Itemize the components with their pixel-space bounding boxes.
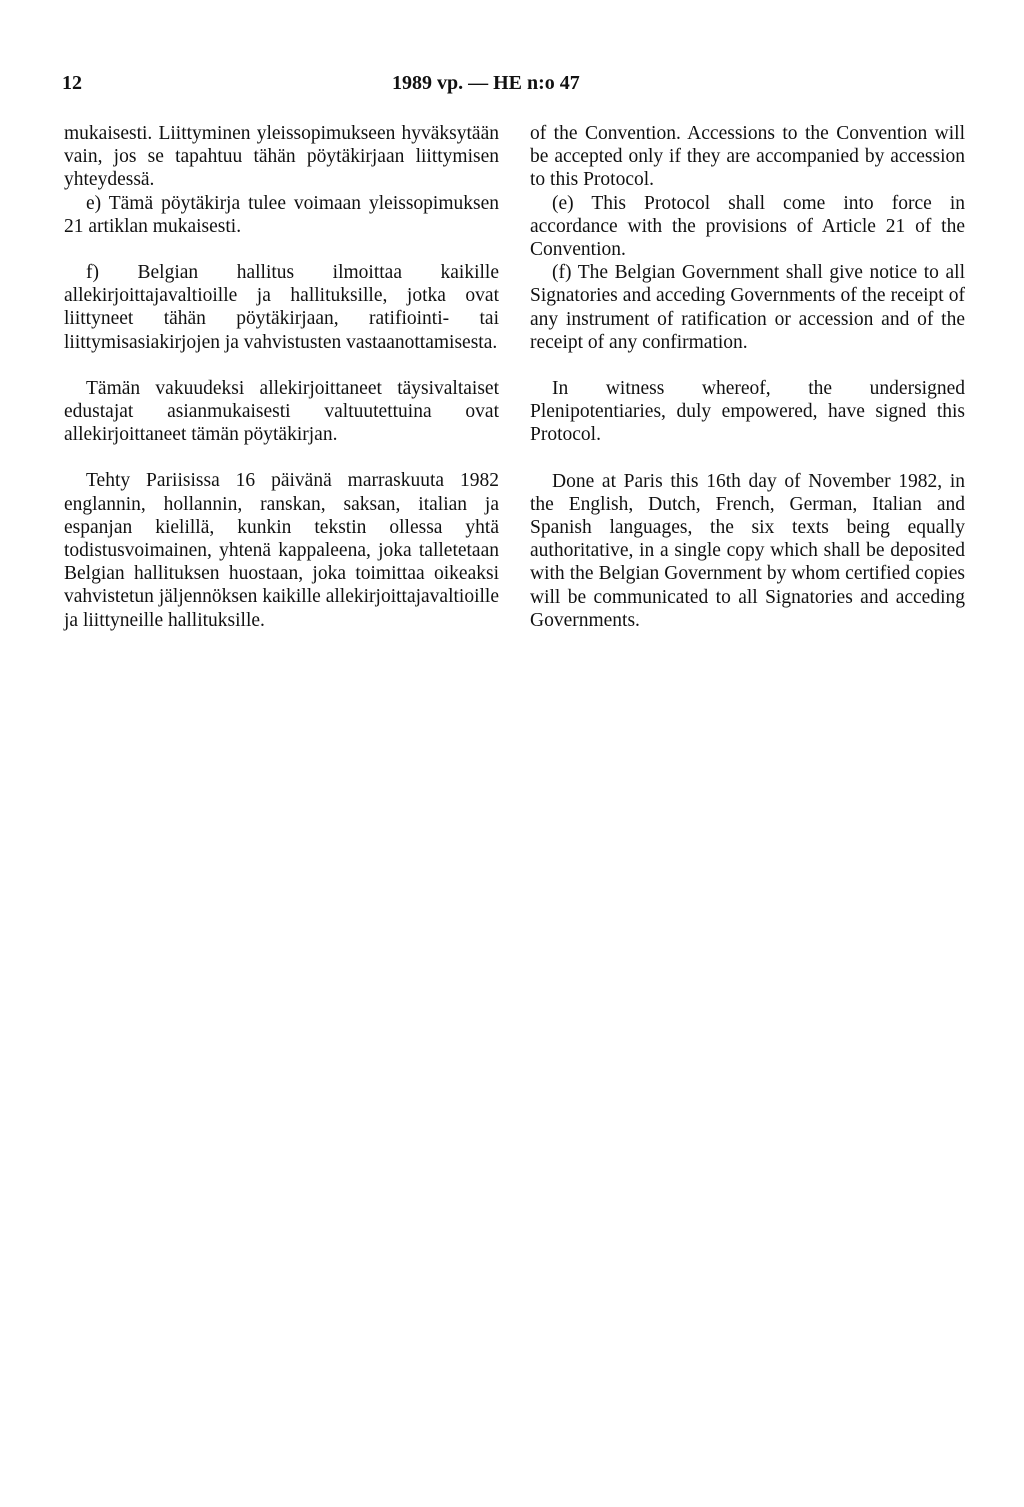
paragraph: Tehty Pariisissa 16 päivänä marraskuuta 1982 englannin, hollannin, ranskan, saksan, italian ja espanjan kielillä, kunkin tekstin ollessa yhtä todistusvoimainen, yhtenä kappaleena, joka talletetaan Belgian hallituksen huostaan, joka toimittaa oikeaksi vahvistetun jäljennöksen kaikille allekirjoittajavaltioille ja liittyneille hallituksille. [64, 470, 499, 631]
paragraph: e) Tämä pöytäkirja tulee voimaan yleissopimuksen 21 artiklan mukaisesti. [64, 192, 499, 237]
paragraph: (e) This Protocol shall come into force in accordance with the provisions of Article 21 of the Convention. [530, 192, 965, 261]
paragraph: Tämän vakuudeksi allekirjoittaneet täysivaltaiset edustajat asianmukaisesti valtuutettuina ovat allekirjoittaneet tämän pöytäkirjan. [64, 377, 499, 446]
paragraph-gap [530, 354, 965, 377]
paragraph: (f) The Belgian Government shall give notice to all Signatories and acceding Governments of the receipt of any instrument of ratification or accession and of the receipt of any confirmation. [530, 262, 965, 353]
running-head: 1989 vp. — HE n:o 47 [392, 72, 580, 94]
paragraph-gap [64, 354, 499, 377]
paragraph: Done at Paris this 16th day of November 1982, in the English, Dutch, French, German, Italian and Spanish languages, the six texts being equally authoritative, in a single copy which shall be deposited with the Belgian Government by whom certified copies will be communicated to all Signatories and acceding Governments. [530, 470, 965, 631]
english-text-column [530, 122, 965, 632]
paragraph: In witness whereof, the undersigned Plenipotentiaries, duly empowered, have signed this Protocol. [530, 378, 965, 446]
paragraph: of the Convention. Accessions to the Convention will be accepted only if they are accompanied by accession to this Protocol. [530, 123, 965, 191]
paragraph: mukaisesti. Liittyminen yleissopimukseen hyväksytään vain, jos se tapahtuu tähän pöytäkirjaan liittymisen yhteydessä. [64, 123, 499, 191]
page-header [62, 72, 962, 100]
paragraph-gap [530, 447, 965, 470]
paragraph-gap [64, 238, 499, 261]
finnish-text-column [64, 122, 499, 632]
paragraph: f) Belgian hallitus ilmoittaa kaikille allekirjoittajavaltioille ja hallituksille, jotka ovat liittyneet tähän pöytäkirjaan, ratifiointi- tai liittymisasiakirjojen ja vahvistusten vastaanottamisesta. [64, 262, 499, 353]
paragraph-gap [64, 446, 499, 469]
page-number: 12 [62, 72, 82, 94]
